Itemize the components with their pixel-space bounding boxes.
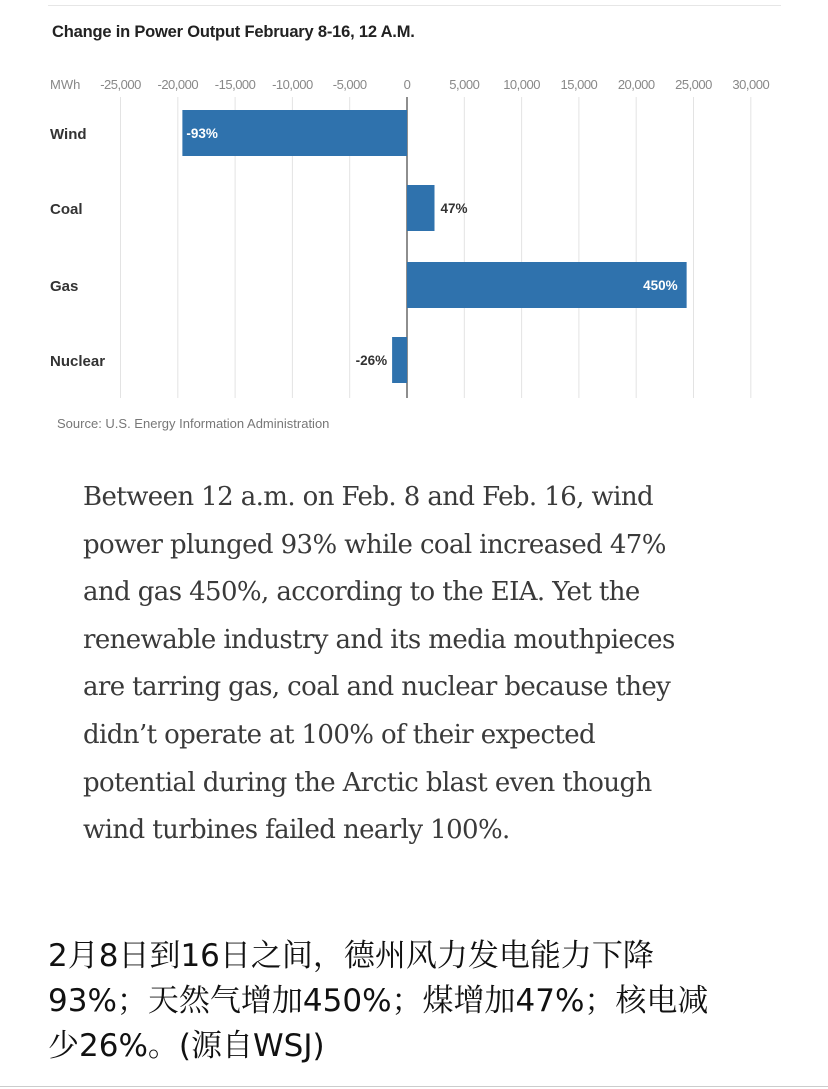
article-line: renewable industry and its media mouthpieces bbox=[83, 624, 675, 655]
x-tick-label: -10,000 bbox=[272, 77, 313, 92]
category-label: Wind bbox=[50, 126, 87, 143]
x-tick-label: 5,000 bbox=[449, 77, 480, 92]
x-tick-label: -20,000 bbox=[157, 77, 199, 92]
data-label: 47% bbox=[440, 201, 468, 216]
article-line: Between 12 a.m. on Feb. 8 and Feb. 16, wind bbox=[83, 482, 654, 512]
bar-coal bbox=[407, 185, 435, 231]
x-tick-label: 25,000 bbox=[675, 77, 712, 92]
x-tick-label: 15,000 bbox=[560, 77, 598, 92]
data-label: 450% bbox=[643, 278, 678, 293]
caption-line: 2月8日到16日之间，德州风力发电能力下降 bbox=[48, 938, 654, 974]
x-tick-label: -5,000 bbox=[332, 77, 367, 92]
category-label: Gas bbox=[50, 278, 79, 295]
chinese-caption bbox=[48, 934, 808, 1069]
article-line: and gas 450%, according to the EIA. Yet the bbox=[83, 577, 640, 608]
article-line: are tarring gas, coal and nuclear because they bbox=[83, 672, 671, 703]
article-paragraph bbox=[83, 474, 763, 855]
bar-nuclear bbox=[392, 337, 407, 383]
caption-line: 93%；天然气增加450%；煤增加47%；核电减 bbox=[48, 983, 709, 1019]
article-line: didn’t operate at 100% of their expected bbox=[83, 719, 596, 750]
x-tick-label: -25,000 bbox=[100, 77, 141, 92]
category-label: Nuclear bbox=[50, 353, 106, 370]
data-label: -93% bbox=[186, 126, 218, 141]
data-label: -26% bbox=[355, 353, 388, 368]
chart-title: Change in Power Output February 8-16, 12 A.M. bbox=[52, 23, 415, 41]
x-tick-label: 10,000 bbox=[503, 77, 540, 92]
x-tick-label: 0 bbox=[403, 77, 411, 92]
chart-source: Source: U.S. Energy Information Administration bbox=[57, 416, 330, 431]
x-tick-label: 20,000 bbox=[617, 77, 655, 92]
category-label: Coal bbox=[50, 201, 83, 218]
x-tick-label: -15,000 bbox=[214, 77, 256, 92]
caption-line: 少26%。(源自WSJ) bbox=[48, 1028, 325, 1064]
x-tick-label: 30,000 bbox=[732, 77, 770, 92]
article-line: power plunged 93% while coal increased 47% bbox=[83, 529, 666, 560]
bar-chart bbox=[0, 0, 828, 440]
axis-unit-label: MWh bbox=[50, 77, 81, 92]
article-line: potential during the Arctic blast even though bbox=[83, 767, 652, 798]
bottom-divider bbox=[0, 1086, 828, 1087]
article-line: wind turbines failed nearly 100%. bbox=[83, 815, 510, 846]
